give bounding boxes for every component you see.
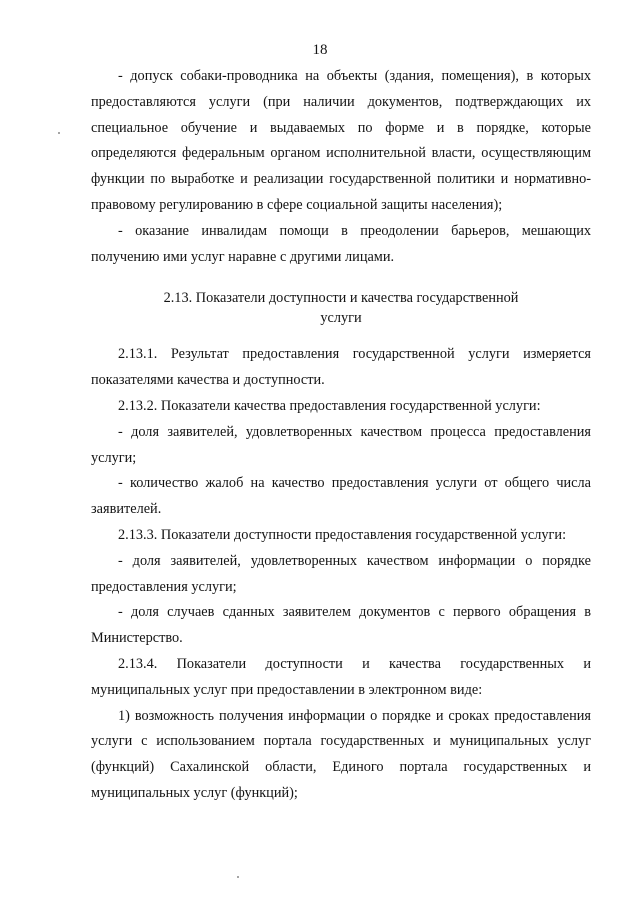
section-heading: 2.13. Показатели доступности и качества государственной услуги: [163, 290, 519, 327]
scan-speck: [237, 876, 239, 878]
paragraph-info-share: - доля заявителей, удовлетворенных качеством информации о порядке предоставления услуги;: [91, 552, 591, 595]
paragraph-barrier-assistance: - оказание инвалидам помощи в преодолении барьеров, мешающих получению ими услуг наравне с другими лицами.: [91, 222, 591, 265]
paragraph-first-request: - доля случаев сданных заявителем документов с первого обращения в Министерство.: [91, 604, 591, 647]
scan-speck: [58, 132, 60, 134]
paragraph-2-13-3: 2.13.3. Показатели доступности предоставления государственной услуги:: [118, 526, 567, 543]
paragraph-quality-share: - доля заявителей, удовлетворенных качеством процесса предоставления услуги;: [91, 423, 591, 466]
page-number: 18: [312, 42, 328, 58]
paragraph-2-13-2: 2.13.2. Показатели качества предоставления государственной услуги:: [118, 397, 541, 414]
paragraph-complaints: - количество жалоб на качество предоставления услуги от общего числа заявителей.: [91, 475, 591, 518]
paragraph-item-1: 1) возможность получения информации о порядке и сроках предоставления услуги с использованием портала государственных и муниципальных услуг (функций) Сахалинской области, Единого портала государственных и муниципальных услуг (функций);: [91, 707, 591, 801]
paragraph-guide-dog: - допуск собаки-проводника на объекты (здания, помещения), в которых предоставляются услуги (при наличии документов, подтверждающих их специальное обучение и выдаваемых по форме и в порядке, которые определяются федеральным органом исполнительной власти, осуществляющим функции по выработке и реализации государственной политики и нормативно-правовому регулированию в сфере социальной защиты населения);: [91, 68, 591, 213]
paragraph-2-13-1: 2.13.1. Результат предоставления государственной услуги измеряется показателями качества и доступности.: [91, 346, 591, 389]
document-body: [91, 64, 591, 807]
paragraph-2-13-4: 2.13.4. Показатели доступности и качества государственных и муниципальных услуг при предоставлении в электронном виде:: [91, 655, 591, 698]
